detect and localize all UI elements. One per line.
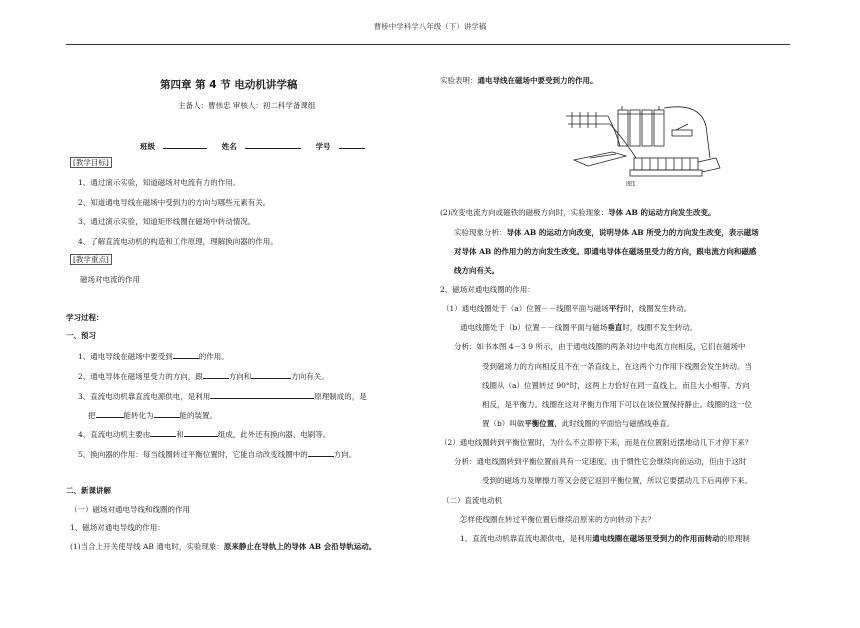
answer-blank[interactable] — [308, 448, 334, 457]
answer-2: 受到的磁场力及摩擦力等又会使它返回平衡位置，所以它要摆动几下后再停下来。 — [482, 476, 752, 485]
analysis-text: 线圈从（a）位置转过 90°时，这两上力恰好在同一直线上，而且大小相等、方向 — [482, 381, 750, 390]
experiment-1: (1)当合上开关使导线 AB 通电时，实验现象：原来静止在导轨上的导体 AB 会沿导轨运动。 — [70, 542, 377, 551]
preview-q5: 5、换向器的作用：每当线圈转过平衡位置时，它能自动改变线圈中的 方向。 — [78, 450, 357, 459]
preview-heading: 一、预习 — [66, 331, 96, 340]
preview-q3: 3、直流电动机靠直流电源供电，是利用 原理制成的，是 — [78, 392, 367, 401]
analysis-line: 线方向有关。 — [454, 266, 499, 275]
paragraph-2: (2)改变电流方向或磁铁的磁极方向时，实验现象：导体 AB 的运动方向发生改变。 — [440, 208, 716, 217]
page-header: 曹桥中学科学八年级（下）讲学稿 — [373, 22, 487, 31]
answer-blank[interactable] — [173, 350, 199, 359]
class-field[interactable] — [163, 140, 207, 149]
figure-caption: 图1 — [626, 181, 636, 188]
subsection-1: （一）磁场对通电导线和线圈的作用 — [70, 505, 190, 514]
objectives-heading: [教学目标] — [70, 158, 112, 168]
answer-blank[interactable] — [96, 409, 124, 418]
objective-item: 4、了解直流电动机的构造和工作原理，理解换向器的作用。 — [78, 237, 278, 246]
key-text: 磁场对电流的作用 — [80, 275, 140, 284]
answer-blank[interactable] — [203, 370, 229, 379]
preview-q3-cont: 把 能转化为 能的装置。 — [88, 411, 217, 420]
analysis-text: 分析：如书本图 4－3 9 所示，由于通电线圈的两条对边中电流方向相反，它们在磁场中 — [454, 342, 746, 351]
objective-item: 3、通过演示实验，知道矩形线圈在磁场中转动情况。 — [78, 217, 256, 226]
answer-blank[interactable] — [184, 428, 218, 437]
analysis-line: 实验现象分析：导体 AB 的运动方向改变，说明导体 AB 所受力的方向发生改变，表示磁场 — [454, 228, 759, 237]
analysis-text: 相反，是平衡力。线圈在这对平衡力作用下可以在该位置保持静止。线圈的这一位 — [482, 400, 752, 409]
question-2: （2）通电线圈转到平衡位置时，为什么不立即停下来，而是在位置附近摆地动几下才停下来？ — [440, 438, 753, 447]
preview-q1: 1、通电导线在磁场中要受到 的作用。 — [78, 352, 229, 361]
new-lesson-heading: 二、新课讲解 — [66, 486, 111, 495]
answer-2: 分析：通电线圈转到平衡位置前具有一定速度，由于惯性它会继续向前运动，但由于这时 — [454, 457, 747, 466]
authors: 主备人：曹伟忠 审核人：初二科学备课组 — [178, 101, 316, 110]
analysis-text: 置（b）叫做平衡位置，此时线圈的平面恰与磁感线垂直。 — [482, 419, 675, 428]
conclusion: 实验表明：通电导线在磁场中要受到力的作用。 — [440, 76, 598, 85]
key-heading: [教学重点] — [70, 255, 112, 265]
number-label: 学号 — [315, 142, 331, 151]
analysis-line: 对导体 AB 的作用力的方向发生改变。即通电导体在磁场里受力的方向，跟电流方向和磁感 — [454, 247, 757, 256]
name-field[interactable] — [245, 140, 301, 149]
name-label: 姓名 — [221, 142, 237, 151]
answer-blank[interactable] — [251, 370, 291, 379]
objective-item: 2、知道通电导线在磁场中受到力的方向与哪些元素有关。 — [78, 198, 271, 207]
number-field[interactable] — [339, 140, 365, 149]
coil-item-2: 通电线圈处于（b）位置－－线圈平面与磁场垂直时，线圈不发生转动。 — [460, 323, 698, 332]
dc-motor-heading: （二）直流电动机 — [442, 496, 502, 505]
student-info — [140, 140, 365, 152]
subsection-1-1: 1、磁场对通电导线的作用： — [70, 523, 165, 532]
experiment-figure — [560, 102, 740, 192]
preview-q4: 4、直流电动机主要由 和 组成，此外还有换向器、电刷等。 — [78, 430, 331, 439]
objective-item: 1、通过演示实验，知道磁场对电流有力的作用。 — [78, 178, 241, 187]
answer-blank[interactable] — [150, 428, 176, 437]
coil-heading: 2、磁场对通电线圈的作用： — [440, 285, 535, 294]
answer-blank[interactable] — [154, 409, 180, 418]
dc-motor-item-1: 1、直流电动机靠直流电源供电，是利用通电线圈在磁场里受到力的作用而转动的原理制 — [460, 534, 750, 543]
page-title: 第四章 第 4 节 电动机讲学稿 — [160, 79, 298, 91]
coil-item-1: （1）通电线圈处于（a）位置－－线圈平面与磁场平行时，线圈发生转动。 — [442, 304, 692, 313]
dc-motor-question: 怎样使线圈在转过平衡位置后继续沿原来的方向转动下去？ — [460, 515, 655, 524]
preview-q2: 2、通电导体在磁场里受力的方向，跟 方向和 方向有关。 — [78, 372, 329, 381]
right-column — [430, 0, 860, 628]
process-heading: 学习过程： — [66, 313, 104, 322]
analysis-text: 受到磁场力的方向相反且不在一条直线上，在这两个力作用下线圈会发生转动。当 — [482, 362, 752, 371]
answer-blank[interactable] — [210, 390, 314, 399]
class-label: 班级 — [140, 142, 155, 151]
